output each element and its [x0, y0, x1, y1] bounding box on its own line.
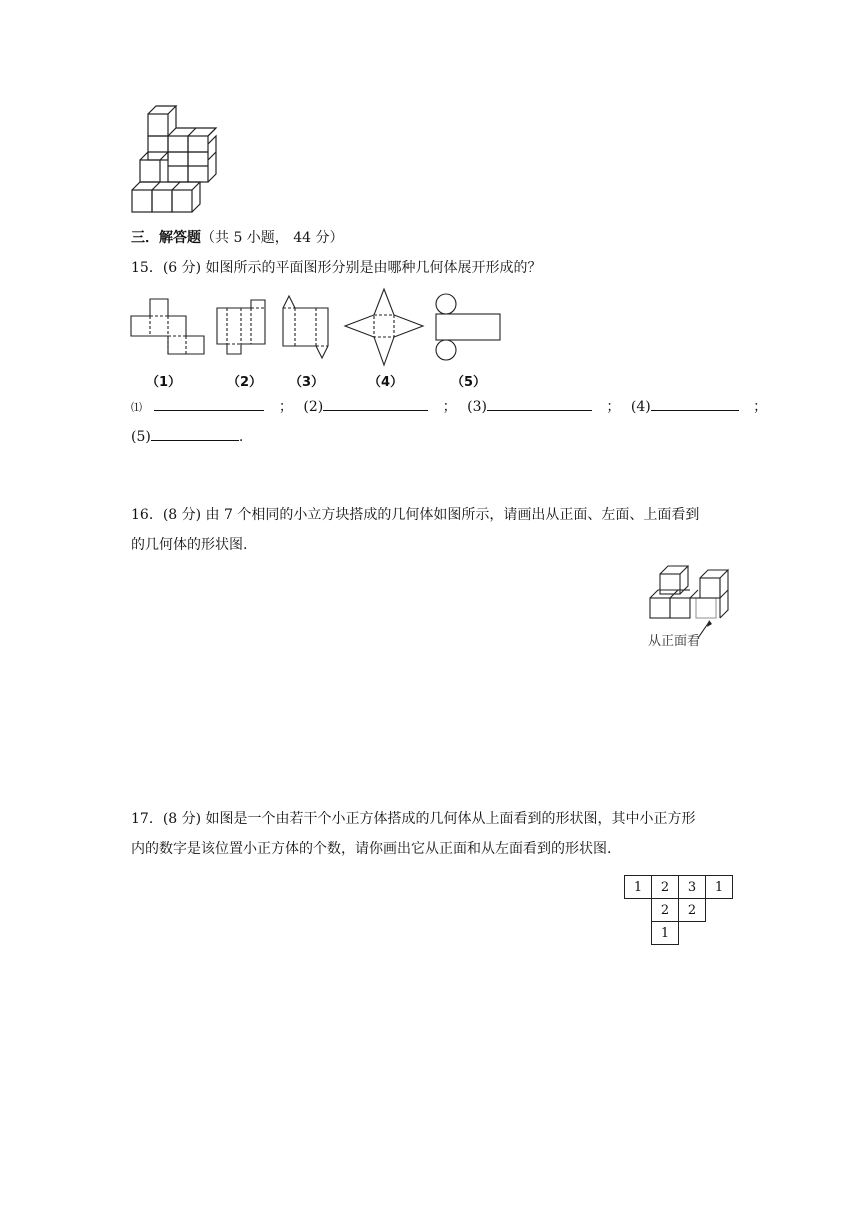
q17-line-1: 17．(8 分) 如图是一个由若干个小正方体搭成的几何体从上面看到的形状图，其中小正方形: [131, 811, 696, 827]
grid-cell: 1: [625, 876, 652, 899]
q16-figure-caption: 从正面看: [648, 634, 701, 649]
grid-empty-cell: [625, 922, 652, 945]
grid-cell: 2: [652, 876, 679, 899]
grid-cell: 1: [652, 922, 679, 945]
net-label-5: （5）: [451, 375, 487, 390]
net-1-figure: [130, 298, 206, 356]
grid-cell: 3: [679, 876, 706, 899]
q17-top-view-grid: [624, 875, 733, 945]
grid-empty-cell: [706, 899, 733, 922]
answer-label-2: (2): [303, 399, 324, 415]
cube-stack-figure: [128, 100, 228, 218]
grid-cell: 2: [679, 899, 706, 922]
grid-row-2: [625, 899, 733, 922]
answer-sep-4: ；: [753, 399, 768, 415]
net-label-2: （2）: [227, 375, 263, 390]
answer-label-5: (5): [131, 429, 151, 445]
q15-stem: 15．(6 分) 如图所示的平面图形分别是由哪种几何体展开形成的？: [131, 260, 542, 276]
answer-end: .: [238, 429, 244, 445]
answer-label-4: (4): [630, 399, 651, 415]
net-label-3: （3）: [289, 375, 325, 390]
grid-empty-cell: [706, 922, 733, 945]
section-title-text: 三．解答题: [131, 230, 201, 246]
grid-cell: 2: [652, 899, 679, 922]
q16-cube-figure: [646, 562, 736, 624]
net-2-figure: [215, 298, 269, 356]
q16-line-1: 16．(8 分) 由 7 个相同的小立方块搭成的几何体如图所示，请画出从正面、左面、上面看到: [131, 507, 700, 523]
grid-row-3: [625, 922, 733, 945]
section-note: （共 5 小题， 44 分）: [201, 230, 344, 246]
grid-cell: 1: [706, 876, 733, 899]
net-label-4: （4）: [368, 375, 404, 390]
answer-blank-1[interactable]: [154, 396, 264, 411]
q15-answer-row-2: [131, 426, 243, 447]
grid-empty-cell: [679, 922, 706, 945]
answer-blank-3[interactable]: [487, 396, 592, 411]
answer-label-1: ⑴: [131, 401, 142, 414]
grid-row-1: [625, 876, 733, 899]
q16-line-2: 的几何体的形状图.: [131, 537, 248, 553]
answer-blank-2[interactable]: [323, 396, 428, 411]
answer-sep-2: ；: [442, 399, 457, 415]
answer-sep-3: ；: [606, 399, 621, 415]
q15-answer-row-1: [131, 396, 768, 418]
net-3-figure: [280, 292, 334, 360]
net-label-1: （1）: [146, 375, 182, 390]
section-title: [131, 228, 344, 248]
answer-label-3: (3): [467, 399, 487, 415]
grid-empty-cell: [625, 899, 652, 922]
answer-blank-4[interactable]: [651, 396, 739, 411]
net-4-figure: [343, 287, 425, 367]
answer-blank-5[interactable]: [151, 426, 239, 441]
q17-line-2: 内的数字是该位置小正方体的个数，请你画出它从正面和从左面看到的形状图.: [131, 841, 612, 857]
answer-sep-1: ；: [278, 399, 293, 415]
net-5-figure: [432, 292, 504, 362]
